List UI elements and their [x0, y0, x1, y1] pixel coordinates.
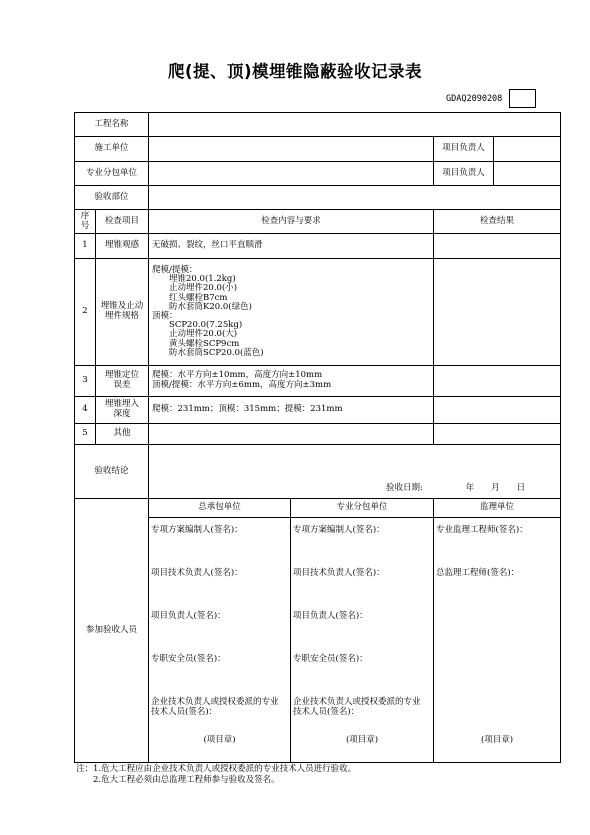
label-subcontract-unit: 专业分包单位 — [75, 162, 149, 186]
row-conclusion — [75, 445, 561, 499]
label-sub-project-leader: 项目负责人 — [434, 162, 494, 186]
field-sub-project-leader[interactable] — [494, 162, 561, 186]
page-title: 爬(提、顶)模埋锥隐蔽验收记录表 — [167, 62, 423, 81]
item-result[interactable] — [434, 259, 561, 366]
label-participants: 参加验收人员 — [75, 499, 149, 763]
label-construction-unit: 施工单位 — [75, 137, 149, 162]
item-result[interactable] — [434, 397, 561, 424]
sig-line: 专项方案编制人(签名)： — [151, 525, 243, 535]
item-seq: 2 — [75, 259, 96, 366]
item-result[interactable] — [434, 424, 561, 445]
header-subcontractor: 专业分包单位 — [291, 499, 434, 518]
label-conclusion: 验收结论 — [75, 445, 149, 499]
label-inspection-part: 验收部位 — [75, 186, 149, 210]
sig-line: 专职安全员(签名)： — [293, 654, 368, 664]
table-row — [75, 366, 561, 397]
footnotes — [76, 764, 356, 785]
participants-header-row — [75, 499, 561, 518]
col-item-header: 检查项目 — [96, 210, 149, 234]
sig-line: 项目负责人(签名)： — [151, 611, 226, 621]
sig-line: 项目负责人(签名)： — [293, 611, 368, 621]
label-project-leader: 项目负责人 — [434, 137, 494, 162]
field-project-leader[interactable] — [494, 137, 561, 162]
header-row — [75, 210, 561, 234]
item-name: 埋锥埋入 深度 — [96, 397, 149, 424]
project-stamp-label: (项目章) — [345, 735, 379, 745]
sig-line: 专职安全员(签名)： — [151, 654, 226, 664]
footnote: 注：1.危大工程应由企业技术负责人或授权委派的专业技术人员进行验收。 — [76, 764, 357, 774]
label-acceptance-date: 验收日期: — [386, 483, 423, 494]
row-inspection-part — [75, 186, 561, 210]
inspection-table — [74, 112, 561, 763]
item-seq: 5 — [75, 424, 96, 445]
table-row — [75, 234, 561, 259]
item-seq: 4 — [75, 397, 96, 424]
sig-line: 总监理工程师(签名)： — [436, 568, 520, 578]
item-name: 埋锥及止动 埋件规格 — [96, 259, 149, 366]
label-project-name: 工程名称 — [75, 113, 149, 137]
item-seq: 1 — [75, 234, 96, 259]
field-conclusion[interactable] — [149, 445, 561, 499]
item-requirement: 爬模/提模： 埋锥20.0(1.2kg) 止动埋件20.0(小) 红头螺栓B7cm 防水套筒K20.0(绿色) 顶模： SCP20.0(7.25kg) 止动埋件20.0(大) 黄头螺栓SCP9cm 防水套筒SCP20.0(蓝色) — [149, 259, 434, 366]
item-requirement: 爬模：231mm；顶模：315mm；提模：231mm — [149, 397, 434, 424]
col-result-header: 检查结果 — [434, 210, 561, 234]
table-row — [75, 259, 561, 366]
row-project-name — [75, 113, 561, 137]
project-stamp-label: (项目章) — [480, 735, 514, 745]
form-code: GDAQ2090208 — [446, 94, 503, 104]
field-construction-unit[interactable] — [149, 137, 434, 162]
item-name: 埋锥观感 — [96, 234, 149, 259]
item-requirement — [149, 424, 434, 445]
item-requirement: 无破损、裂纹，丝口平直顺滑 — [149, 234, 434, 259]
sub-signatures[interactable] — [291, 518, 434, 763]
item-result[interactable] — [434, 366, 561, 397]
col-seq-header: 序号 — [75, 210, 96, 234]
form-code-box[interactable] — [509, 89, 536, 108]
sig-line: 项目技术负责人(签名)： — [293, 568, 385, 578]
item-name: 其他 — [96, 424, 149, 445]
item-seq: 3 — [75, 366, 96, 397]
header-supervisor: 监理单位 — [434, 499, 561, 518]
footnote: 2.危大工程必须由总监理工程师参与验收及签名。 — [76, 774, 280, 785]
sig-line: 企业技术负责人或授权委派的专业 技术人员(签名)： — [293, 697, 421, 717]
table-row — [75, 424, 561, 445]
item-name: 埋锥定位 误差 — [96, 366, 149, 397]
sig-line: 企业技术负责人或授权委派的专业 技术人员(签名)： — [151, 697, 279, 717]
date-units: 年 月 日 — [465, 483, 526, 494]
row-construction-unit — [75, 137, 561, 162]
project-stamp-label: (项目章) — [203, 735, 236, 745]
general-signatures[interactable] — [149, 518, 291, 763]
table-row — [75, 397, 561, 424]
item-result[interactable] — [434, 234, 561, 259]
field-project-name[interactable] — [149, 113, 561, 137]
row-subcontract-unit — [75, 162, 561, 186]
field-inspection-part[interactable] — [149, 186, 561, 210]
field-subcontract-unit[interactable] — [149, 162, 434, 186]
col-requirement-header: 检查内容与要求 — [149, 210, 434, 234]
header-general-contractor: 总承包单位 — [149, 499, 291, 518]
supervisor-signatures[interactable] — [434, 518, 561, 763]
sig-line: 专项方案编制人(签名)： — [293, 525, 385, 535]
sig-line: 专业监理工程师(签名)： — [436, 525, 528, 535]
item-requirement: 爬模：水平方向±10mm，高度方向±10mm 顶模/提模：水平方向±6mm，高度方向±3mm — [149, 366, 434, 397]
sig-line: 项目技术负责人(签名)： — [151, 568, 243, 578]
